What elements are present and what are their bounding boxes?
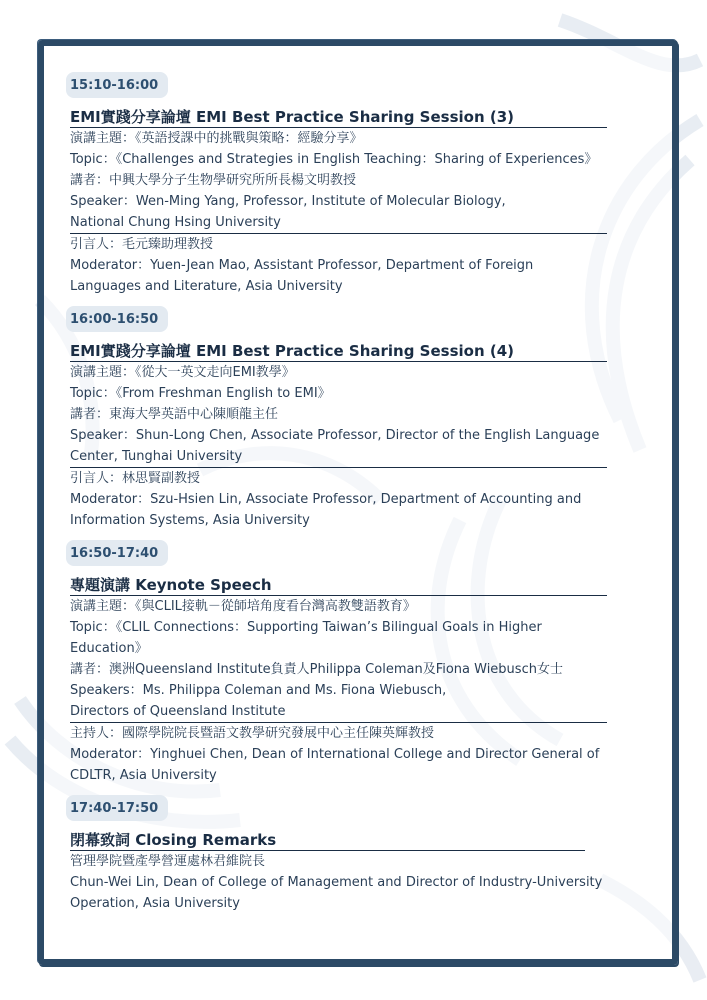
session-title: 專題演講 Keynote Speech xyxy=(70,575,607,596)
session-title: 閉幕致詞 Closing Remarks xyxy=(70,830,585,851)
speaker-en-cont: Center, Tunghai University xyxy=(70,446,607,468)
moderator-en: Moderator：Szu-Hsien Lin, Associate Professor, Department of Accounting and xyxy=(70,492,582,507)
speaker-en-cont: National Chung Hsing University xyxy=(70,212,607,234)
moderator-en: Moderator：Yinghuei Chen, Dean of International College and Director General of xyxy=(70,747,600,762)
program-content xyxy=(70,72,630,923)
time-badge: 16:50-17:40 xyxy=(66,540,168,566)
topic-en: Topic：《Challenges and Strategies in English Teaching：Sharing of Experiences》 xyxy=(70,152,598,167)
speaker-zh: 講者：東海大學英語中心陳順龍主任 xyxy=(70,407,279,422)
moderator-zh: 引言人：毛元臻助理教授 xyxy=(70,237,214,252)
topic-en: Topic：《CLIL Connections：Supporting Taiwan’s Bilingual Goals in Higher xyxy=(70,620,542,635)
speaker-zh: 講者：中興大學分子生物學研究所所長楊文明教授 xyxy=(70,173,357,188)
speaker-en-cont: Directors of Queensland Institute xyxy=(70,701,607,723)
topic-en-cont: Education》 xyxy=(70,641,148,656)
session-block xyxy=(70,72,630,297)
topic-zh: 演講主題：《從大一英文走向EMI教學》 xyxy=(70,365,295,380)
topic-zh: 演講主題：《英語授課中的挑戰與策略：經驗分享》 xyxy=(70,131,363,146)
moderator-en-cont: Languages and Literature, Asia University xyxy=(70,279,343,294)
session-block xyxy=(70,795,630,914)
host-en: Chun-Wei Lin, Dean of College of Management and Director of Industry-University xyxy=(70,875,603,890)
speaker-en: Speakers：Ms. Philippa Coleman and Ms. Fiona Wiebusch, xyxy=(70,683,447,698)
speaker-en: Speaker：Wen-Ming Yang, Professor, Institute of Molecular Biology, xyxy=(70,194,506,209)
moderator-en: Moderator：Yuen-Jean Mao, Assistant Professor, Department of Foreign xyxy=(70,258,534,273)
topic-zh: 演講主題：《與CLIL接軌－從師培角度看台灣高教雙語教育》 xyxy=(70,599,416,614)
time-badge: 17:40-17:50 xyxy=(66,795,168,821)
host-zh: 管理學院暨產學營運處林君維院長 xyxy=(70,854,266,869)
host-en-cont: Operation, Asia University xyxy=(70,896,240,911)
moderator-zh: 引言人：林思賢副教授 xyxy=(70,471,201,486)
time-badge: 16:00-16:50 xyxy=(66,306,168,332)
time-badge: 15:10-16:00 xyxy=(66,72,168,98)
moderator-en-cont: CDLTR, Asia University xyxy=(70,768,217,783)
session-block xyxy=(70,306,630,531)
moderator-zh: 主持人：國際學院院長暨語文教學研究發展中心主任陳英輝教授 xyxy=(70,726,435,741)
speaker-zh: 講者：澳洲Queensland Institute負責人Philippa Coleman及Fiona Wiebusch女士 xyxy=(70,662,563,677)
session-block xyxy=(70,540,630,786)
topic-en: Topic：《From Freshman English to EMI》 xyxy=(70,386,331,401)
session-title: EMI實踐分享論壇 EMI Best Practice Sharing Session (3) xyxy=(70,107,607,128)
session-title: EMI實踐分享論壇 EMI Best Practice Sharing Session (4) xyxy=(70,341,607,362)
speaker-en: Speaker：Shun-Long Chen, Associate Professor, Director of the English Language xyxy=(70,428,600,443)
moderator-en-cont: Information Systems, Asia University xyxy=(70,513,310,528)
